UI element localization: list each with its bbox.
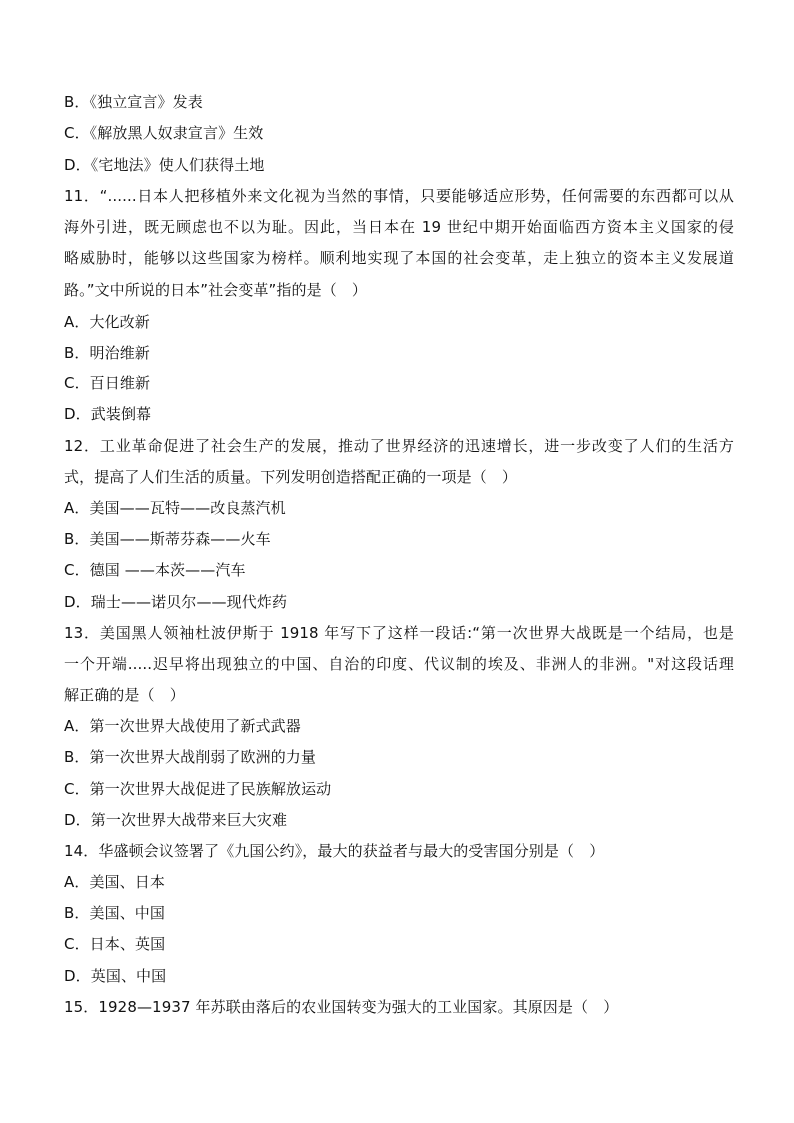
q11-stem-line: 11．“......日本人把移植外来文化视为当然的事情，只要能够适应形势，任何需要的东西都可以从 [64, 187, 734, 205]
q13-option-c: C．第一次世界大战促进了民族解放运动 [64, 780, 332, 798]
q14-option-b: B．美国、中国 [64, 904, 165, 922]
q10-option-b: B．《独立宣言》发表 [64, 93, 203, 111]
q14-option-c: C．日本、英国 [64, 935, 166, 953]
q12-option-d: D．瑞士——诺贝尔——现代炸药 [64, 593, 288, 611]
q14-option-a: A．美国、日本 [64, 873, 165, 891]
q11-stem-line: 海外引进，既无顾虑也不以为耻。因此，当日本在 19 世纪中期开始面临西方资本主义国家的侵 [64, 218, 734, 236]
q13-stem-line: 解正确的是（ ） [64, 686, 185, 704]
q13-stem-line: 13．美国黑人领袖杜波伊斯于 1918 年写下了这样一段话:“第一次世界大战既是一个结局，也是 [64, 624, 734, 642]
q14-stem-line: 14．华盛顿会议签署了《九国公约》，最大的获益者与最大的受害国分别是（ ） [64, 842, 605, 860]
q13-option-d: D．第一次世界大战带来巨大灾难 [64, 811, 288, 829]
q11-option-d: D．武装倒幕 [64, 405, 152, 423]
q10-option-d: D．《宅地法》使人们获得土地 [64, 156, 265, 174]
q12-option-a: A．美国——瓦特——改良蒸汽机 [64, 499, 286, 517]
q11-option-a: A．大化改新 [64, 313, 150, 331]
q11-stem-line: 略威胁时，能够以这些国家为榜样。顺利地实现了本国的社会变革，走上独立的资本主义发展道 [64, 249, 734, 267]
q13-option-a: A．第一次世界大战使用了新式武器 [64, 717, 301, 735]
q12-option-c: C．德国 ——本茨——汽车 [64, 561, 246, 579]
q14-option-d: D．英国、中国 [64, 967, 167, 985]
q12-option-b: B．美国——斯蒂芬森——火车 [64, 530, 271, 548]
q11-option-b: B．明治维新 [64, 344, 150, 362]
q11-stem-line: 路。”文中所说的日本”社会变革”指的是（ ） [64, 281, 368, 299]
q13-option-b: B．第一次世界大战削弱了欧洲的力量 [64, 748, 316, 766]
q12-stem-line: 式，提高了人们生活的质量。下列发明创造搭配正确的一项是（ ） [64, 468, 518, 486]
q15-stem-line: 15．1928—1937 年苏联由落后的农业国转变为强大的工业国家。其原因是（ ） [64, 998, 619, 1016]
q12-stem-line: 12．工业革命促进了社会生产的发展，推动了世界经济的迅速增长，进一步改变了人们的生活方 [64, 437, 734, 455]
q11-option-c: C．百日维新 [64, 374, 151, 392]
q13-stem-line: 一个开端.....迟早将出现独立的中国、自治的印度、代议制的埃及、非洲人的非洲。"对这段话理 [64, 655, 734, 673]
q10-option-c: C．《解放黑人奴隶宣言》生效 [64, 124, 264, 142]
